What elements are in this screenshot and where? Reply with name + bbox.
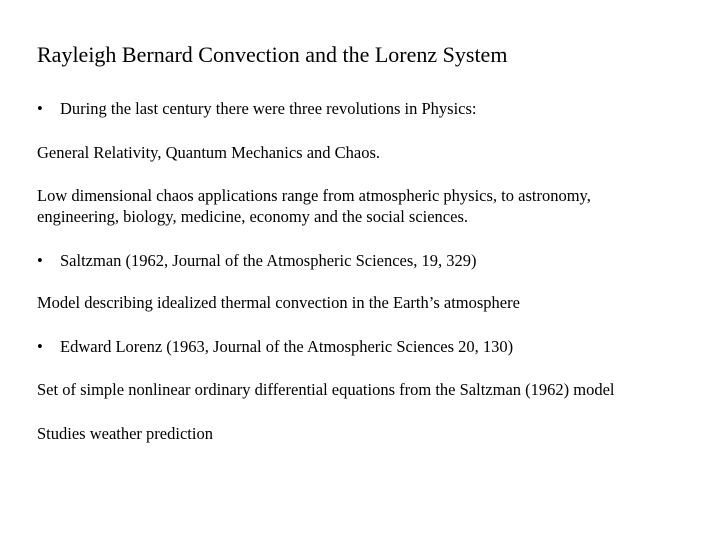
bullet-item-lorenz — [37, 336, 513, 358]
bullet-icon: • — [37, 337, 43, 356]
bullet-text: Saltzman (1962, Journal of the Atmospheric Sciences, 19, 329) — [60, 251, 477, 270]
paragraph-lorenz-equations: Set of simple nonlinear ordinary differential equations from the Saltzman (1962) model — [37, 380, 615, 399]
slide-title: Rayleigh Bernard Convection and the Lorenz System — [37, 42, 508, 67]
bullet-icon: • — [37, 251, 43, 270]
bullet-icon: • — [37, 99, 43, 118]
bullet-item-saltzman — [37, 250, 477, 272]
paragraph-revolutions-list: General Relativity, Quantum Mechanics and Chaos. — [37, 143, 381, 162]
paragraph-chaos-applications-line-1: Low dimensional chaos applications range from atmospheric physics, to astronomy, — [37, 186, 591, 205]
bullet-text: During the last century there were three revolutions in Physics: — [60, 99, 477, 118]
paragraph-weather-prediction: Studies weather prediction — [37, 424, 213, 443]
paragraph-saltzman-model: Model describing idealized thermal convection in the Earth’s atmosphere — [37, 293, 520, 312]
bullet-text: Edward Lorenz (1963, Journal of the Atmospheric Sciences 20, 130) — [60, 337, 514, 356]
paragraph-chaos-applications-line-2: engineering, biology, medicine, economy and the social sciences. — [37, 207, 468, 226]
bullet-item-revolutions — [37, 98, 477, 120]
